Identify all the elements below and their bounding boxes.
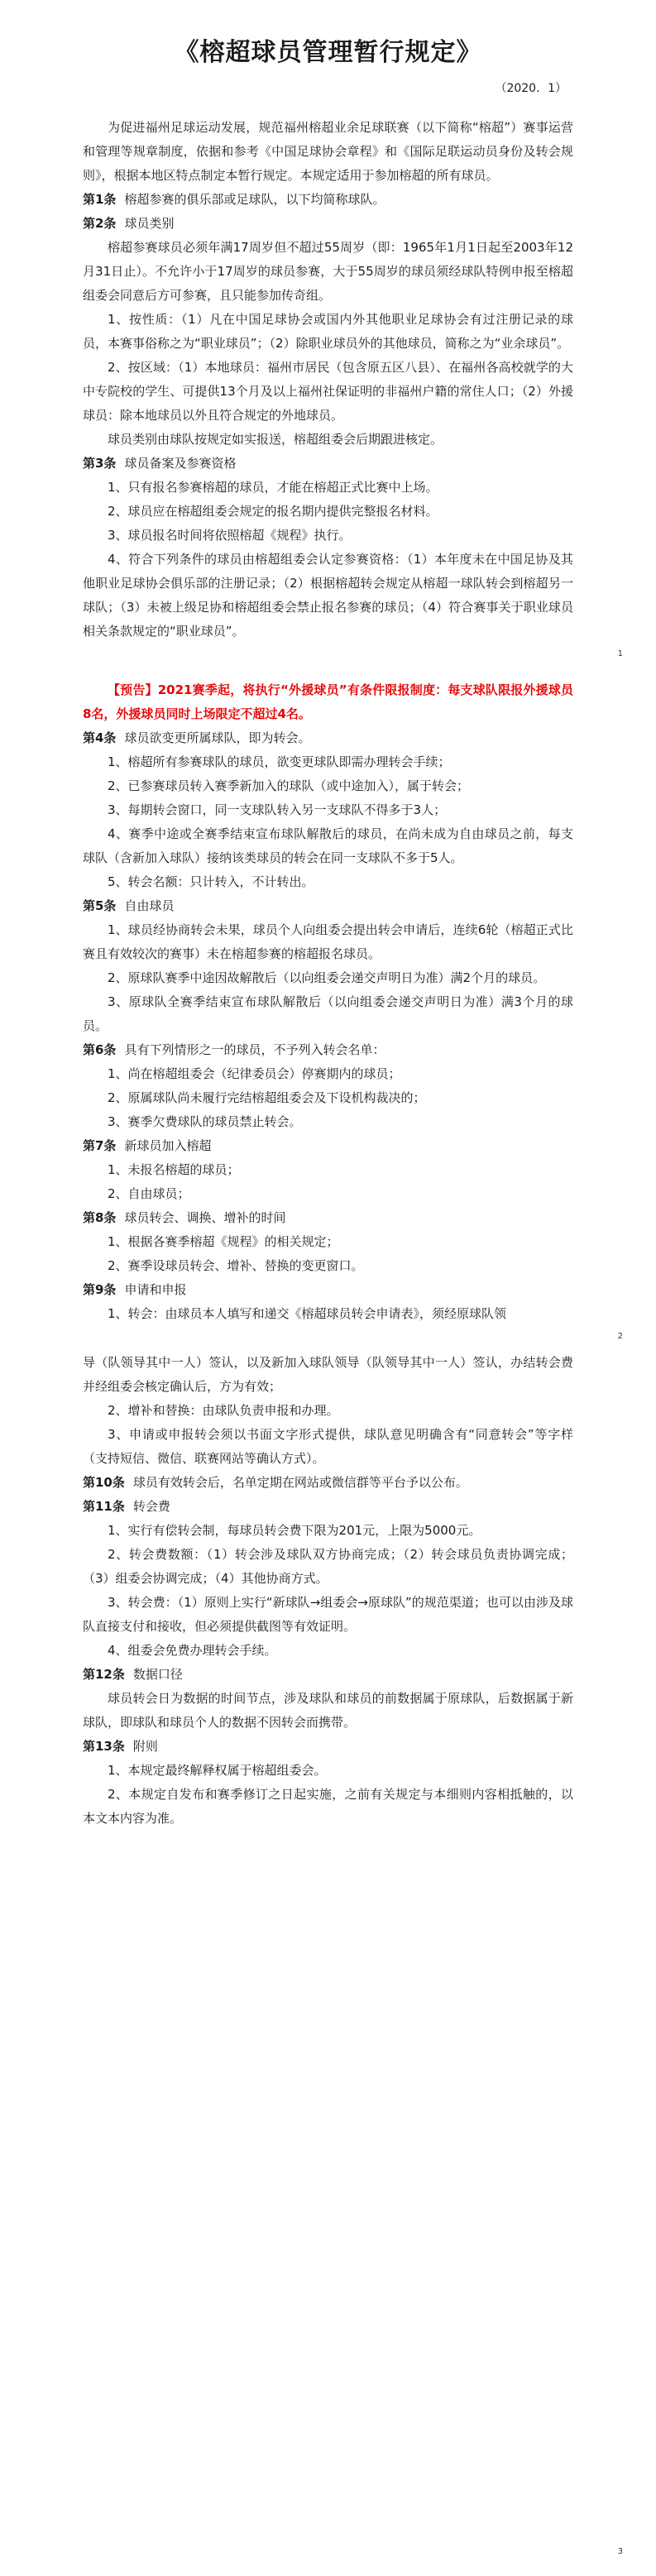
article-heading: 第8条 (83, 1210, 117, 1225)
paragraph: 1、转会：由球员本人填写和递交《榕超球员转会申请表》，须经原球队领 (108, 1306, 507, 1321)
article-text: 球员类别 (124, 216, 175, 231)
article-heading: 第10条 (83, 1475, 125, 1490)
paragraph: 2、转会费数额：（1）转会涉及球队双方协商完成；（2）转会球员负责协调完成；（3）组委会协调完成；（4）其他协商方式。 (83, 1547, 573, 1586)
paragraph: 2、增补和替换：由球队负责申报和办理。 (108, 1403, 339, 1418)
page-number: 2 (617, 1332, 623, 1341)
paragraph: 3、转会费：（1）原则上实行“新球队→组委会→原球队”的规范渠道；也可以由涉及球队直接支付和接收，但必须提供截图等有效证明。 (83, 1595, 573, 1634)
article-text: 球员备案及参赛资格 (124, 456, 237, 471)
paragraph: 导（队领导其中一人）签认，以及新加入球队领导（队领导其中一人）签认，办结转会费并经组委会核定确认后，方为有效； (83, 1355, 573, 1394)
article-6 (83, 1038, 573, 1062)
paragraph: 1、本规定最终解释权属于榕超组委会。 (108, 1763, 327, 1778)
article-text: 具有下列情形之一的球员，不予列入转会名单： (124, 1042, 385, 1057)
paragraph: 1、未报名榕超的球员； (108, 1162, 240, 1177)
paragraph: 2、原球队赛季中途因故解散后（以向组委会递交声明日为准）满2个月的球员。 (108, 970, 546, 985)
article-heading: 第5条 (83, 898, 117, 913)
paragraph: 4、赛季中途或全赛季结束宣布球队解散后的球员，在尚未成为自由球员之前，每支球队（含新加入球队）接纳该类球员的转会在同一支球队不多于5人。 (83, 826, 573, 865)
paragraph: 2、赛季设球员转会、增补、替换的变更窗口。 (108, 1258, 364, 1273)
article-text: 转会费 (132, 1499, 170, 1514)
article-text: 榕超参赛的俱乐部或足球队，以下均简称球队。 (124, 192, 385, 207)
article-heading: 第13条 (83, 1739, 125, 1754)
paragraph: 2、按区域：（1）本地球员：福州市居民（包含原五区八县）、在福州各高校就学的大中专院校的学生、可提供13个月及以上福州社保证明的非福州户籍的常住人口；（2）外援球员：除本地球员以外且符合规定的外地球员。 (83, 360, 573, 423)
paragraph: 3、每期转会窗口，同一支球队转入另一支球队不得多于3人； (108, 802, 447, 817)
article-1 (83, 188, 573, 212)
article-heading: 第11条 (83, 1499, 125, 1514)
page-number: 3 (617, 2547, 623, 2556)
article-4 (83, 726, 573, 750)
paragraph: 2、已参赛球员转入赛季新加入的球队（或中途加入），属于转会； (108, 778, 470, 793)
article-heading: 第12条 (83, 1667, 125, 1682)
article-12 (83, 1663, 573, 1687)
paragraph: 1、榕超所有参赛球队的球员，欲变更球队即需办理转会手续； (108, 754, 451, 769)
paragraph: 5、转会名额：只计转入，不计转出。 (108, 874, 314, 889)
paragraph: 2、本规定自发布和赛季修订之日起实施，之前有关规定与本细则内容相抵触的，以本文本内容为准。 (83, 1787, 573, 1826)
article-text: 申请和申报 (124, 1282, 187, 1297)
article-heading: 第6条 (83, 1042, 117, 1057)
paragraph: 2、球员应在榕超组委会规定的报名期内提供完整报名材料。 (108, 504, 438, 519)
article-7 (83, 1134, 573, 1158)
paragraph: 1、根据各赛季榕超《规程》的相关规定； (108, 1234, 339, 1249)
article-text: 自由球员 (124, 898, 175, 913)
article-text: 新球员加入榕超 (124, 1138, 212, 1153)
intro-paragraph: 为促进福州足球运动发展，规范福州榕超业余足球联赛（以下简称“榕超”）赛事运营和管理等规章制度，依据和参考《中国足球协会章程》和《国际足联运动员身份及转会规则》，根据本地区特点制定本暂行规定。本规定适用于参加榕超的所有球员。 (83, 120, 573, 183)
article-8 (83, 1206, 573, 1230)
paragraph: 2、自由球员； (108, 1186, 190, 1201)
article-text: 球员欲变更所属球队，即为转会。 (124, 730, 311, 745)
article-5 (83, 894, 573, 918)
paragraph: 4、符合下列条件的球员由榕超组委会认定参赛资格：（1）本年度未在中国足协及其他职业足球协会俱乐部的注册记录；（2）根据榕超转会规定从榕超一球队转会到榕超另一球队；（3）未被上级足协和榕超组委会禁止报名参赛的球员；（4）符合赛事关于职业球员相关条款规定的“职业球员”。 (83, 552, 573, 639)
notice-banner: 【预告】2021赛季起，将执行“外援球员”有条件限报制度：每支球队限报外援球员8名，外援球员同时上场限定不超过4名。 (83, 682, 573, 721)
article-heading: 第2条 (83, 216, 117, 231)
article-text: 数据口径 (132, 1667, 183, 1682)
article-heading: 第9条 (83, 1282, 117, 1297)
paragraph: 3、申请或申报转会须以书面文字形式提供，球队意见明确含有“同意转会”等字样（支持短信、微信、联赛网站等确认方式）。 (83, 1427, 573, 1466)
article-13 (83, 1735, 573, 1759)
paragraph: 1、只有报名参赛榕超的球员，才能在榕超正式比赛中上场。 (108, 480, 438, 495)
paragraph: 2、原属球队尚未履行完结榕超组委会及下设机构裁决的； (108, 1090, 426, 1105)
document-title: 《榕超球员管理暂行规定》 (174, 38, 482, 67)
paragraph: 4、组委会免费办理转会手续。 (108, 1643, 277, 1658)
article-heading: 第1条 (83, 192, 117, 207)
paragraph: 1、球员经协商转会未果，球员个人向组委会提出转会申请后，连续6轮（榕超正式比赛且有效较次的赛事）未在榕超参赛的榕超报名球员。 (83, 922, 573, 961)
document-date: （2020．1） (495, 82, 567, 95)
paragraph: 榕超参赛球员必须年满17周岁但不超过55周岁（即：1965年1月1日起至2003年12月31日止）。不允许小于17周岁的球员参赛，大于55周岁的球员须经球队特例申报至榕超组委会同意后方可参赛，且只能参加传奇组。 (83, 240, 573, 303)
paragraph: 3、赛季欠费球队的球员禁止转会。 (108, 1114, 302, 1129)
article-2 (83, 212, 573, 236)
article-text: 球员有效转会后，名单定期在网站或微信群等平台予以公布。 (132, 1475, 468, 1490)
article-heading: 第4条 (83, 730, 117, 745)
paragraph: 3、原球队全赛季结束宣布球队解散后（以向组委会递交声明日为准）满3个月的球员。 (83, 994, 573, 1033)
paragraph: 1、尚在榕超组委会（纪律委员会）停赛期内的球员； (108, 1066, 401, 1081)
paragraph: 球员类别由球队按规定如实报送，榕超组委会后期跟进核定。 (108, 432, 443, 447)
paragraph: 3、球员报名时间将依照榕超《规程》执行。 (108, 528, 352, 543)
article-text: 附则 (132, 1739, 158, 1754)
article-9 (83, 1278, 573, 1302)
article-heading: 第3条 (83, 456, 117, 471)
article-11 (83, 1495, 573, 1519)
article-3 (83, 452, 573, 476)
paragraph: 1、按性质：（1）凡在中国足球协会或国内外其他职业足球协会有过注册记录的球员，本赛事俗称之为“职业球员”；（2）除职业球员外的其他球员，简称之为“业余球员”。 (83, 312, 573, 351)
paragraph: 1、实行有偿转会制，每球员转会费下限为201元，上限为5000元。 (108, 1523, 481, 1538)
article-text: 球员转会、调换、增补的时间 (124, 1210, 286, 1225)
article-heading: 第7条 (83, 1138, 117, 1153)
page-number: 1 (617, 649, 623, 658)
paragraph: 球员转会日为数据的时间节点，涉及球队和球员的前数据属于原球队，后数据属于新球队，即球队和球员个人的数据不因转会而携带。 (83, 1691, 573, 1730)
article-10 (83, 1471, 573, 1495)
